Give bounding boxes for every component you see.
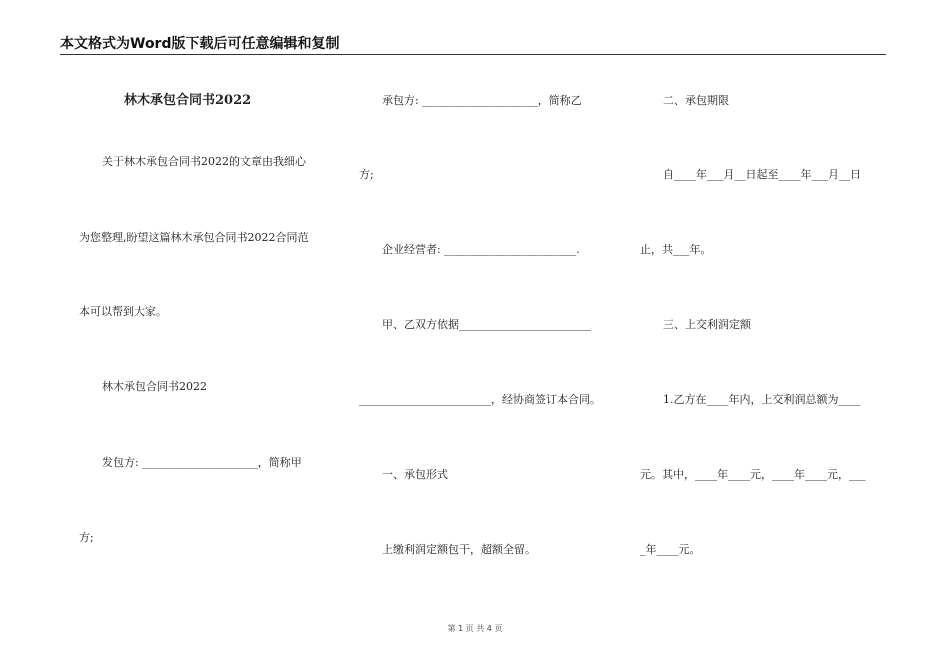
- body-line: 甲、乙双方依据________________________: [382, 318, 591, 331]
- body-line: 为您整理,盼望这篇林木承包合同书2022合同范: [79, 231, 309, 244]
- body-line: 林木承包合同书2022: [102, 380, 207, 393]
- body-line: 发包方: _____________________，简称甲: [102, 456, 302, 469]
- body-line: 1.乙方在____年内，上交利润总额为____: [663, 393, 861, 406]
- body-line: 承包方: _____________________，简称乙: [382, 94, 582, 107]
- page-header: 本文格式为Word版下载后可任意编辑和复制: [60, 36, 886, 55]
- body-line: 上缴利润定额包干，超额全留。: [382, 543, 536, 556]
- body-line: 本可以帮到大家。: [79, 305, 167, 318]
- page-footer: 第 1 页 共 4 页: [447, 624, 503, 633]
- body-line: 方;: [359, 168, 374, 181]
- body-line: 企业经营者: ________________________.: [382, 243, 580, 256]
- section-heading: 三、上交利润定额: [663, 318, 751, 331]
- body-line: 关于林木承包合同书2022的文章由我细心: [102, 155, 306, 168]
- document-title: 林木承包合同书2022: [124, 93, 252, 108]
- body-line: 方;: [79, 531, 94, 544]
- section-heading: 二、承包期限: [663, 94, 729, 107]
- body-line: 元。其中，____年____元，____年____元，___: [640, 468, 866, 481]
- body-line: ________________________，经协商签订本合同。: [359, 393, 601, 406]
- body-line: 止，共___年。: [640, 243, 712, 256]
- section-heading: 一、承包形式: [382, 468, 448, 481]
- body-line: 自____年___月__日起至____年___月__日: [663, 168, 861, 181]
- body-line: _年____元。: [640, 543, 701, 556]
